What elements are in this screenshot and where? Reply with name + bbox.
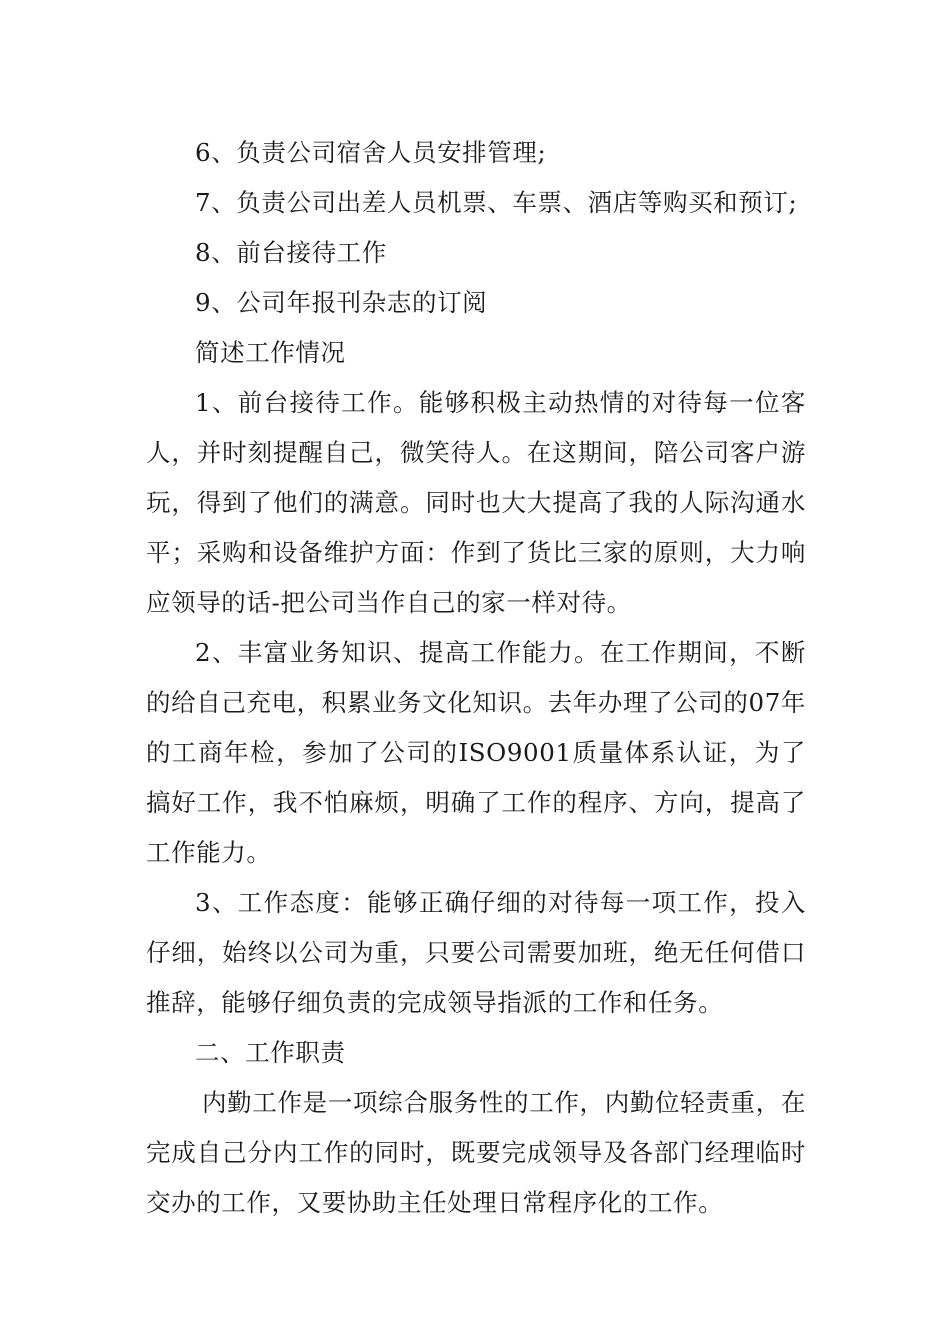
- section-heading-work-summary: 简述工作情况: [195, 338, 346, 367]
- paragraph-reception-work: 1、前台接待工作。能够积极主动热情的对待每一位客人，并时刻提醒自己，微笑待人。在这期间，陪公司客户游玩，得到了他们的满意。同时也大大提高了我的人际沟通水平；采购和设备维护方面：作到了货比三家的原则，大力响应领导的话-把公司当作自己的家一样对待。: [146, 388, 806, 617]
- document-body: [146, 128, 806, 1228]
- paragraph-item-8: 8、前台接待工作: [195, 238, 387, 267]
- paragraph-item-7: 7、负责公司出差人员机票、车票、酒店等购买和预订;: [195, 188, 798, 217]
- section-heading-job-duties: 二、工作职责: [195, 1038, 346, 1067]
- paragraph-work-attitude: 3、工作态度：能够正确仔细的对待每一项工作，投入仔细，始终以公司为重，只要公司需要加班，绝无任何借口推辞，能够仔细负责的完成领导指派的工作和任务。: [146, 888, 806, 1017]
- paragraph-item-6: 6、负责公司宿舍人员安排管理;: [195, 138, 547, 167]
- paragraph-business-knowledge: 2、丰富业务知识、提高工作能力。在工作期间，不断的给自己充电，积累业务文化知识。去年办理了公司的07年的工商年检，参加了公司的ISO9001质量体系认证，为了搞好工作，我不怕麻烦，明确了工作的程序、方向，提高了工作能力。: [146, 638, 806, 867]
- paragraph-job-duties: 内勤工作是一项综合服务性的工作，内勤位轻责重，在完成自己分内工作的同时，既要完成领导及各部门经理临时交办的工作，又要协助主任处理日常程序化的工作。: [146, 1088, 806, 1217]
- paragraph-item-9: 9、公司年报刊杂志的订阅: [195, 288, 488, 317]
